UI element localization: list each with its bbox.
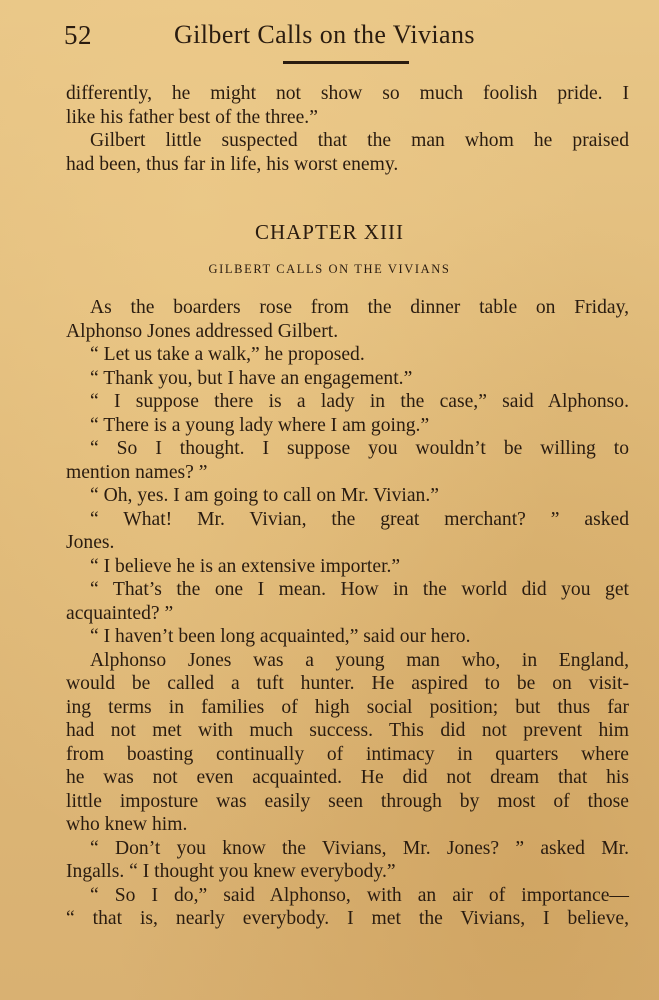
text-line: “ Oh, yes. I am going to call on Mr. Vivian.” [90,485,439,506]
text-line: “ Don’t you know the Vivians, Mr. Jones? ” asked Mr. [90,837,629,859]
text-line: “ So I do,” said Alphonso, with an air of importance— [90,884,629,906]
text-line: Jones. [66,532,115,553]
text-line: “ What! Mr. Vivian, the great merchant? ” asked [90,508,629,530]
chapter-heading: CHAPTER XIII [254,220,405,244]
text-line: had been, thus far in life, his worst enemy. [66,153,399,175]
chapter-body [66,296,629,931]
continuation-paragraphs [66,82,629,176]
text-line: would be called a tuft hunter. He aspired to be on visit- [66,673,629,694]
text-line: As the boarders rose from the dinner table on Friday, [90,297,629,318]
text-line: ing terms in families of high social position; but thus far [66,696,629,718]
text-line: Gilbert little suspected that the man whom he praised [90,130,629,151]
text-line: acquainted? ” [66,602,174,624]
page-number: 52 [64,20,92,50]
text-line: mention names? ” [66,461,208,483]
chapter-title: GILBERT CALLS ON THE VIVIANS [208,262,451,276]
text-line: “ Let us take a walk,” he proposed. [90,344,365,365]
page-header [64,20,629,56]
text-line: “ There is a young lady where I am going.” [90,414,430,436]
text-line: “ I suppose there is a lady in the case,” said Alphonso. [90,391,629,412]
text-line: differently, he might not show so much foolish pride. I [66,83,629,104]
text-line: “ Thank you, but I have an engagement.” [90,367,413,389]
text-line: like his father best of the three.” [66,106,318,128]
text-line: “ That’s the one I mean. How in the world did you get [90,579,629,600]
text-line: who knew him. [66,814,188,835]
text-line: from boasting continually of intimacy in quarters where [66,743,629,765]
text-line: “ I haven’t been long acquainted,” said our hero. [90,626,471,647]
running-title: Gilbert Calls on the Vivians [174,20,475,49]
text-line: Ingalls. “ I thought you knew everybody.” [66,861,396,882]
text-line: “ I believe he is an extensive importer.” [90,555,401,577]
header-rule [283,61,409,64]
text-line: Alphonso Jones was a young man who, in England, [90,649,629,671]
text-line: little imposture was easily seen through by most of those [66,790,629,812]
text-line: “ that is, nearly everybody. I met the Vivians, I believe, [66,908,629,929]
text-line: Alphonso Jones addressed Gilbert. [66,320,339,342]
text-line: “ So I thought. I suppose you wouldn’t be willing to [90,438,629,459]
text-line: he was not even acquainted. He did not dream that his [66,767,629,788]
text-line: had not met with much success. This did not prevent him [66,720,629,741]
